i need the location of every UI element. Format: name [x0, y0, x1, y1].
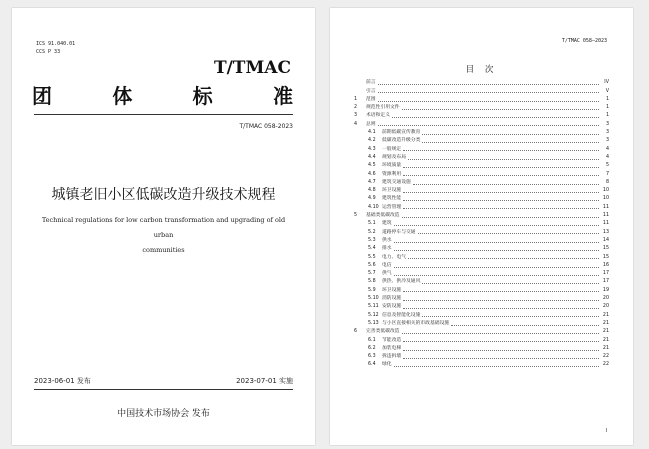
ics-code: ICS 91.040.01 — [36, 41, 76, 47]
toc-entry[interactable] — [354, 153, 609, 161]
toc-entry[interactable] — [354, 277, 609, 285]
toc-entry-label: 完善类低碳改造 — [366, 329, 400, 335]
toc-entry-number: 4.2 — [368, 138, 376, 144]
issuer: 中国技术市场协会 发布 — [117, 409, 210, 419]
toc-entry-page: 11 — [602, 221, 609, 227]
toc-entry[interactable] — [354, 169, 609, 177]
toc-entry-label: 规范性引用文件 — [366, 105, 400, 111]
toc-dot-leader — [403, 300, 599, 301]
standard-type-char: 标 — [192, 84, 213, 108]
toc-entry-label: 电力、电气 — [382, 254, 406, 260]
toc-entry-label: 安防设施 — [382, 304, 402, 310]
toc-entry-page: 21 — [602, 320, 609, 326]
toc-dot-leader — [408, 159, 599, 160]
toc-entry-number: 4.1 — [368, 130, 376, 136]
toc-dot-leader — [451, 325, 599, 326]
standard-type-char: 体 — [112, 84, 133, 108]
toc-entry-number: 4.10 — [368, 204, 379, 210]
toc-entry-page: 14 — [602, 237, 609, 243]
toc-entry-label: 节能改造 — [382, 337, 402, 343]
implement-date: 2023-07-01 实施 — [236, 377, 293, 385]
toc-entry-label: 环境质量 — [382, 163, 402, 169]
toc-entry-page: 17 — [602, 271, 609, 277]
toc-list — [354, 78, 609, 368]
toc-entry[interactable] — [354, 244, 609, 252]
header-standard-number: T/TMAC 058—2023 — [561, 38, 607, 44]
toc-entry-label: 一般规定 — [382, 146, 402, 152]
toc-entry-label: 供气 — [382, 271, 392, 277]
toc-entry-label: 供热、供冷及通风 — [382, 279, 421, 285]
toc-entry[interactable] — [354, 186, 609, 194]
toc-entry-page: 5 — [605, 163, 609, 169]
toc-dot-leader — [418, 233, 599, 234]
toc-entry-number: 4.8 — [368, 188, 376, 194]
title-english — [40, 213, 287, 258]
toc-dot-leader — [422, 316, 599, 317]
toc-dot-leader — [403, 308, 599, 309]
toc-entry-label: 供水 — [382, 237, 392, 243]
toc-entry-page: 15 — [602, 254, 609, 260]
ccs-code: CCS P 33 — [36, 49, 61, 55]
toc-entry-number: 4.4 — [368, 154, 376, 160]
toc-entry-number: 6 — [354, 329, 358, 335]
toc-entry-page: 4 — [605, 146, 609, 152]
toc-entry-label: 建筑 — [382, 221, 392, 227]
toc-entry-label: 与小区直接相关的市政基础设施 — [382, 320, 450, 326]
toc-entry[interactable] — [354, 219, 609, 227]
toc-entry[interactable] — [354, 211, 609, 219]
toc-entry[interactable] — [354, 269, 609, 277]
toc-entry[interactable] — [354, 285, 609, 293]
toc-entry-page: 19 — [602, 287, 609, 293]
toc-dot-leader — [378, 125, 599, 126]
toc-entry-label: 绿化 — [382, 362, 392, 368]
toc-entry[interactable] — [354, 227, 609, 235]
toc-entry[interactable] — [354, 128, 609, 136]
toc-entry-number: 5.4 — [368, 246, 376, 252]
page-number: I — [605, 428, 607, 434]
toc-entry[interactable] — [354, 360, 609, 368]
toc-dot-leader — [394, 366, 599, 367]
toc-entry-page: 10 — [602, 188, 609, 194]
toc-entry-number: 5.8 — [368, 279, 376, 285]
toc-entry[interactable] — [354, 194, 609, 202]
title-english-line: communities — [142, 246, 185, 254]
toc-entry[interactable] — [354, 261, 609, 269]
toc-entry[interactable] — [354, 302, 609, 310]
toc-entry[interactable] — [354, 294, 609, 302]
toc-entry[interactable] — [354, 310, 609, 318]
toc-entry[interactable] — [354, 86, 609, 94]
toc-entry[interactable] — [354, 344, 609, 352]
toc-entry-number: 3 — [354, 113, 358, 119]
toc-entry-label: 信息及智能化设施 — [382, 312, 421, 318]
toc-entry[interactable] — [354, 119, 609, 127]
toc-entry-number: 1 — [354, 96, 358, 102]
toc-entry-label: 排水 — [382, 246, 392, 252]
toc-dot-leader — [422, 134, 599, 135]
toc-entry-label: 环卫设施 — [382, 188, 402, 194]
toc-page — [330, 8, 633, 445]
toc-entry-label: 运营管理 — [382, 204, 402, 210]
toc-dot-leader — [403, 358, 599, 359]
toc-entry-label: 建筑性能 — [382, 196, 402, 202]
toc-dot-leader — [378, 84, 599, 85]
title-english-line: Technical regulations for low carbon transformation and upgrading of old urban — [41, 216, 286, 239]
toc-entry-number: 4.9 — [368, 196, 376, 202]
toc-dot-leader — [394, 242, 599, 243]
toc-entry-page: 7 — [605, 171, 609, 177]
toc-entry[interactable] — [354, 236, 609, 244]
toc-entry-number: 5.6 — [368, 262, 376, 268]
standard-type-heading — [32, 80, 293, 109]
bottom-divider — [34, 389, 293, 390]
toc-dot-leader — [403, 350, 599, 351]
toc-entry-label: 消防设施 — [382, 296, 402, 302]
toc-entry-number: 4.7 — [368, 179, 376, 185]
toc-entry-page: 1 — [605, 113, 609, 119]
toc-dot-leader — [394, 275, 599, 276]
toc-entry-label: 规划及布局 — [382, 154, 406, 160]
toc-entry-number: 5.9 — [368, 287, 376, 293]
toc-entry-page: 15 — [602, 246, 609, 252]
toc-entry[interactable] — [354, 103, 609, 111]
toc-entry-number: 5.13 — [368, 320, 379, 326]
toc-entry-page: 10 — [602, 196, 609, 202]
toc-entry-number: 5.11 — [368, 304, 379, 310]
toc-entry-page: 20 — [602, 304, 609, 310]
toc-entry-page: 1 — [605, 96, 609, 102]
org-code: T/TMAC — [213, 58, 291, 78]
toc-dot-leader — [403, 192, 599, 193]
toc-entry[interactable] — [354, 161, 609, 169]
toc-dot-leader — [403, 150, 599, 151]
toc-entry[interactable] — [354, 78, 609, 86]
toc-entry[interactable] — [354, 327, 609, 335]
toc-entry-label: 范围 — [366, 96, 376, 102]
toc-entry[interactable] — [354, 352, 609, 360]
toc-entry-page: 17 — [602, 279, 609, 285]
toc-entry-label: 低碳改造升级分类 — [382, 138, 421, 144]
toc-entry-page: IV — [604, 80, 609, 86]
toc-dot-leader — [403, 341, 599, 342]
toc-dot-leader — [403, 175, 599, 176]
title-chinese: 城镇老旧小区低碳改造升级技术规程 — [51, 187, 276, 203]
toc-entry-number: 4.5 — [368, 163, 376, 169]
toc-entry-label: 加装电梯 — [382, 345, 402, 351]
toc-entry-label: 前言 — [366, 80, 376, 86]
toc-entry-page: 11 — [602, 213, 609, 219]
toc-entry[interactable] — [354, 319, 609, 327]
toc-dot-leader — [378, 101, 599, 102]
toc-entry[interactable] — [354, 178, 609, 186]
toc-dot-leader — [392, 117, 599, 118]
toc-entry[interactable] — [354, 252, 609, 260]
toc-dot-leader — [403, 208, 599, 209]
toc-entry-number: 6.1 — [368, 337, 376, 343]
toc-entry-number: 5.5 — [368, 254, 376, 260]
toc-entry-label: 资源利用 — [382, 171, 402, 177]
top-divider — [34, 114, 293, 115]
toc-entry-number: 5.10 — [368, 296, 379, 302]
toc-entry-page: 21 — [602, 312, 609, 318]
toc-entry[interactable] — [354, 136, 609, 144]
toc-entry-label: 基础类低碳改造 — [366, 213, 400, 219]
toc-entry-page: 13 — [602, 229, 609, 235]
toc-entry-number: 5.1 — [368, 221, 376, 227]
toc-entry[interactable] — [354, 335, 609, 343]
toc-entry-page: V — [605, 88, 609, 94]
standard-type-char: 团 — [32, 84, 52, 108]
toc-entry-label: 环卫设施 — [382, 287, 402, 293]
toc-entry-label: 建筑交通设施 — [382, 179, 411, 185]
toc-entry-number: 2 — [354, 105, 358, 111]
toc-entry-number: 5.7 — [368, 271, 376, 277]
toc-entry-number: 6.4 — [368, 362, 376, 368]
toc-dot-leader — [402, 109, 599, 110]
toc-dot-leader — [394, 250, 599, 251]
toc-title: 目 次 — [465, 65, 498, 75]
toc-entry-page: 3 — [605, 121, 609, 127]
toc-dot-leader — [402, 217, 599, 218]
toc-entry-number: 4.6 — [368, 171, 376, 177]
toc-entry-page: 21 — [602, 337, 609, 343]
toc-entry-page: 21 — [602, 329, 609, 335]
toc-dot-leader — [403, 167, 599, 168]
toc-entry-page: 20 — [602, 296, 609, 302]
publish-date: 2023-06-01 发布 — [34, 377, 91, 385]
toc-entry-page: 1 — [605, 105, 609, 111]
toc-entry[interactable] — [354, 111, 609, 119]
toc-entry-label: 拆违拆墙 — [382, 354, 402, 360]
toc-entry[interactable] — [354, 95, 609, 103]
toc-entry[interactable] — [354, 144, 609, 152]
toc-entry-page: 4 — [605, 154, 609, 160]
standard-type-char: 准 — [272, 84, 293, 108]
toc-entry-page: 22 — [602, 354, 609, 360]
ics-codes — [36, 40, 75, 56]
toc-entry-page: 16 — [602, 262, 609, 268]
toc-entry-label: 电信 — [382, 262, 392, 268]
cover-page — [12, 8, 315, 445]
toc-entry-page: 3 — [605, 130, 609, 136]
toc-dot-leader — [413, 184, 599, 185]
toc-entry-number: 5.3 — [368, 237, 376, 243]
toc-dot-leader — [394, 225, 599, 226]
standard-number: T/TMAC 058-2023 — [239, 123, 293, 130]
toc-entry-page: 22 — [602, 362, 609, 368]
toc-entry-page: 11 — [602, 204, 609, 210]
toc-entry-page: 21 — [602, 345, 609, 351]
toc-entry-number: 5.12 — [368, 312, 379, 318]
toc-entry-number: 4 — [354, 121, 358, 127]
toc-entry-number: 4.3 — [368, 146, 376, 152]
toc-entry-page: 3 — [605, 138, 609, 144]
toc-entry-label: 总则 — [366, 121, 376, 127]
toc-dot-leader — [402, 333, 599, 334]
toc-dot-leader — [378, 92, 599, 93]
toc-dot-leader — [403, 200, 599, 201]
toc-entry-page: 8 — [605, 179, 609, 185]
toc-entry-number: 6.2 — [368, 345, 376, 351]
toc-entry-label: 引言 — [366, 88, 376, 94]
toc-dot-leader — [422, 142, 599, 143]
toc-entry-number: 6.3 — [368, 354, 376, 360]
toc-dot-leader — [422, 283, 599, 284]
toc-entry-number: 5 — [354, 213, 358, 219]
toc-entry-label: 前期低碳宣传教育 — [382, 130, 421, 136]
toc-dot-leader — [403, 291, 599, 292]
toc-dot-leader — [394, 267, 599, 268]
toc-entry-label: 道路停车与交通 — [382, 229, 416, 235]
toc-entry[interactable] — [354, 202, 609, 210]
toc-dot-leader — [408, 258, 599, 259]
toc-entry-number: 5.2 — [368, 229, 376, 235]
toc-entry-label: 术语和定义 — [366, 113, 390, 119]
